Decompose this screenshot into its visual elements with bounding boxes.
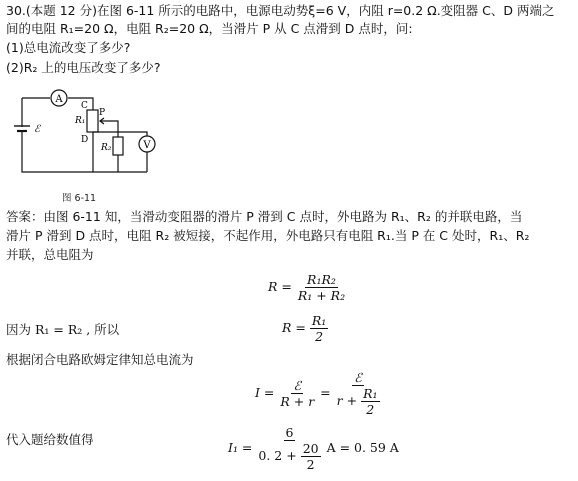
answer-because: 因为 R₁ = R₂ , 所以 <box>6 322 120 337</box>
question-line-2: 间的电阻 R₁=20 Ω，电阻 R₂=20 Ω，当滑片 P 从 C 点滑到 D 点时，问: <box>6 21 413 36</box>
ammeter-label: A <box>55 94 63 105</box>
answer-line-1: 答案：由图 6-11 知，当滑动变阻器的滑片 P 滑到 C 点时，外电路为 R₁、R₂ 的并联电路，当 <box>6 209 523 224</box>
answer-line-3: 并联，总电阻为 <box>6 247 94 262</box>
answer-ohm-law: 根据闭合电路欧姆定律知总电流为 <box>6 352 194 367</box>
answer-substitute: 代入题给数值得 <box>6 432 94 447</box>
question-part-1: (1)总电流改变了多少? <box>6 40 131 55</box>
label-d: D <box>81 135 89 145</box>
question-line-1: 30.(本题 12 分)在图 6-11 所示的电路中，电源电动势ξ=6 V，内阻 r=0.2 Ω.变阻器 C、D 两端之 <box>6 3 555 18</box>
label-c: C <box>81 101 88 111</box>
equation-total-resistance: R = $\frac{\text{R₁R₂}}{\text{R₁ + R₂}}$ <box>268 272 346 303</box>
question-part-2: (2)R₂ 上的电压改变了多少? <box>6 60 161 75</box>
equation-total-current: I = $\frac{\text{ℰ}}{R + r}$ = ℰ r + $\frac{\text{R₁}}{2}$ <box>255 370 378 417</box>
label-emf: ℰ <box>34 124 41 135</box>
equation-half-resistance: R = $\frac{\text{R₁}}{2}$ <box>282 313 327 344</box>
label-r2: R₂ <box>101 143 112 153</box>
equation-numeric-result: I₁ = 6 0. 2 + $\frac{20}{2}$ A = 0. 59 A <box>228 425 399 472</box>
voltmeter-label: V <box>143 140 151 151</box>
figure-caption: 图 6-11 <box>62 193 97 204</box>
label-r1: R₁ <box>75 116 86 126</box>
r1-rheostat <box>87 110 98 132</box>
label-p: P <box>99 108 106 118</box>
answer-line-2: 滑片 P 滑到 D 点时，电阻 R₂ 被短接，不起作用，外电路只有电阻 R₁.当 P 在 C 处时，R₁、R₂ <box>6 228 530 243</box>
r2-resistor <box>113 137 123 155</box>
